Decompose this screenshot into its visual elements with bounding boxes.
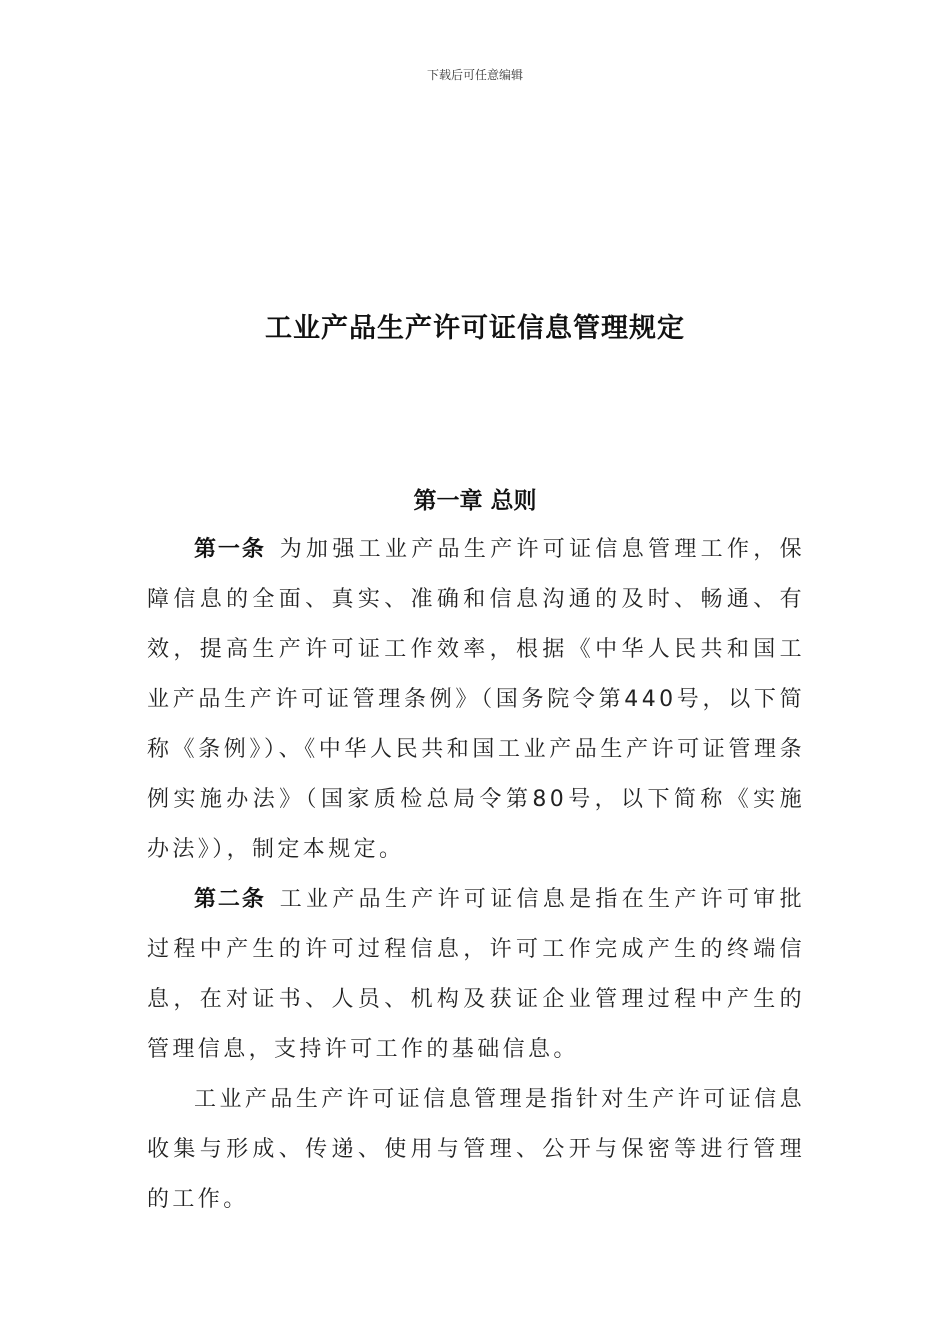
article-2-continuation-text: 工业产品生产许可证信息管理是指针对生产许可证信息收集与形成、传递、使用与管理、公开与保密等进行管理的工作。	[147, 1087, 805, 1212]
article-2-label: 第二条	[194, 887, 266, 912]
article-2-text: 工业产品生产许可证信息是指在生产许可审批过程中产生的许可过程信息，许可工作完成产生的终端信息，在对证书、人员、机构及获证企业管理过程中产生的管理信息，支持许可工作的基础信息。	[147, 887, 805, 1062]
article-2-paragraph	[147, 875, 805, 1075]
article-1-paragraph	[147, 525, 805, 875]
article-1-text: 为加强工业产品生产许可证信息管理工作，保障信息的全面、真实、准确和信息沟通的及时、畅通、有效，提高生产许可证工作效率，根据《中华人民共和国工业产品生产许可证管理条例》（国务院令第440号，以下简称《条例》）、《中华人民共和国工业产品生产许可证管理条例实施办法》（国家质检总局令第80号，以下简称《实施办法》），制定本规定。	[147, 537, 805, 862]
document-body	[147, 525, 805, 1225]
article-2-continuation-paragraph	[147, 1075, 805, 1225]
chapter-title: 第一章 总则	[413, 488, 537, 514]
article-1-label: 第一条	[194, 537, 266, 562]
header-note: 下载后可任意编辑	[426, 68, 523, 82]
document-title: 工业产品生产许可证信息管理规定	[265, 313, 685, 344]
